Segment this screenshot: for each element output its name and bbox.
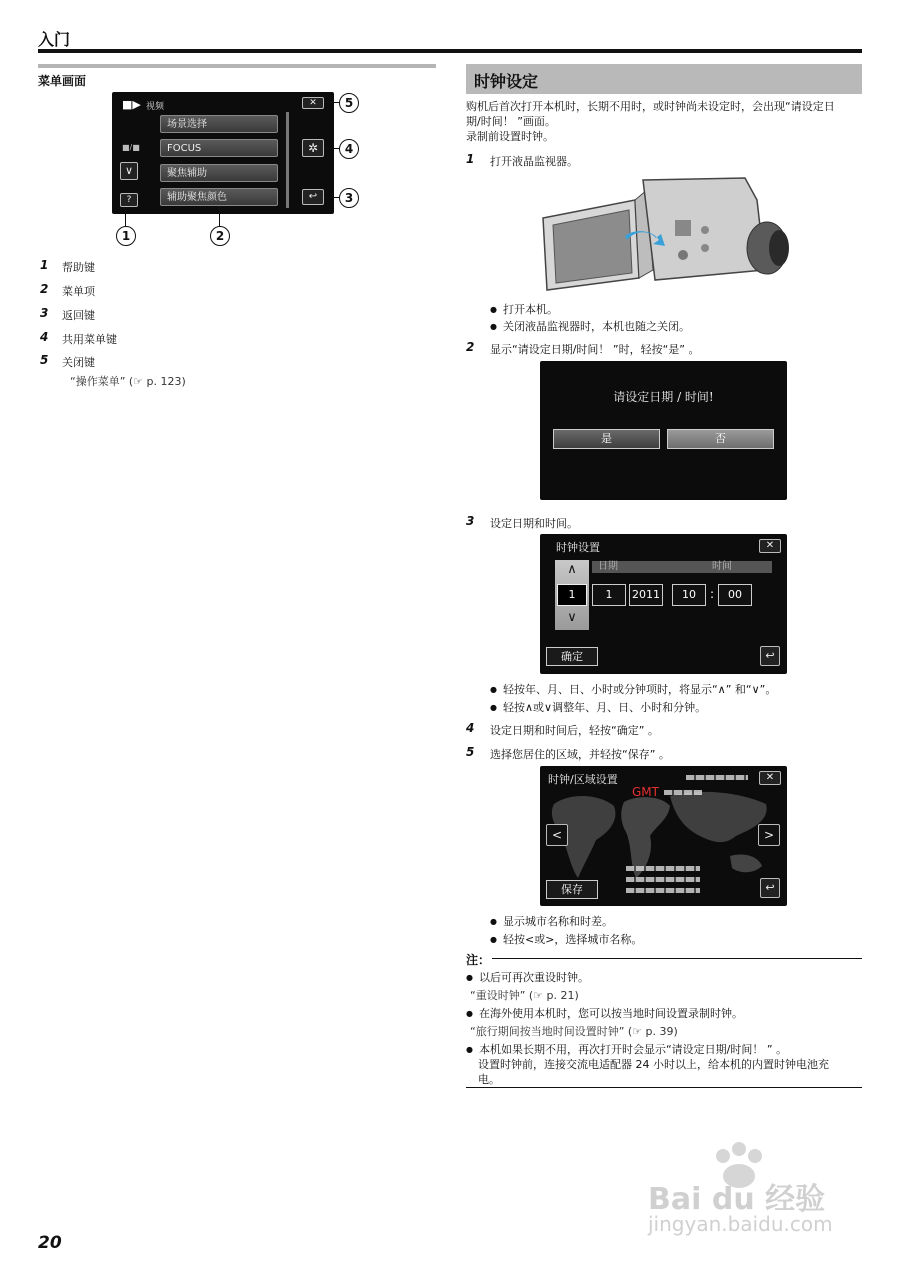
month-field[interactable]: 1 xyxy=(592,584,626,606)
callout-1: 1 xyxy=(116,226,136,246)
section-title: 时钟设定 xyxy=(474,72,539,91)
left-section-title: 菜单画面 xyxy=(38,74,87,88)
bullet-text: ● 关闭液晶监视器时，本机也随之关闭。 xyxy=(490,318,690,334)
decrement-arrow[interactable]: ∨ xyxy=(567,610,577,625)
menu-item-1[interactable]: 场景选择 xyxy=(160,115,278,133)
step-text: 设定日期和时间。 xyxy=(490,517,578,530)
callout-3: 3 xyxy=(339,188,359,208)
page-header-title: 入门 xyxy=(38,30,71,49)
note-text-cont: 设置时钟前，连接交流电适配器 24 小时以上，给本机的内置时钟电池充 xyxy=(478,1058,829,1071)
blurred-date xyxy=(686,775,748,780)
side-label: ■/■ xyxy=(122,143,140,152)
blurred-city xyxy=(626,877,700,882)
note-text-cont: 电。 xyxy=(478,1073,500,1086)
left-section-rule xyxy=(38,64,436,68)
header-rule xyxy=(38,49,862,53)
minute-field[interactable]: 00 xyxy=(718,584,752,606)
dialog-prompt: 请设定日期 / 时间! xyxy=(613,390,714,404)
save-button[interactable]: 保存 xyxy=(546,880,598,899)
note-text: ● 以后可再次重设时钟。 xyxy=(466,969,589,985)
yes-button[interactable]: 是 xyxy=(553,429,660,449)
selected-value-field[interactable]: 1 xyxy=(557,584,587,606)
date-header: 日期 xyxy=(592,561,702,573)
intro-line-1: 购机后首次打开本机时，长期不用时，或时钟尚未设定时，会出现“请设定日 xyxy=(466,100,835,113)
list-text: 共用菜单键 xyxy=(62,333,117,346)
cross-reference-link[interactable]: “重设时钟” (☞ p. 21) xyxy=(470,989,579,1002)
bullet-text: ● 轻按∧或∨调整年、月、日、小时和分钟。 xyxy=(490,699,706,715)
cross-reference-link[interactable]: “旅行期间按当地时间设置时钟” (☞ p. 39) xyxy=(470,1025,678,1038)
list-text: 帮助键 xyxy=(62,261,95,274)
leader-line xyxy=(125,207,126,227)
back-button[interactable]: ↩ xyxy=(760,646,780,666)
step-text: 选择您居住的区域，并轻按“保存” 。 xyxy=(490,748,670,761)
mode-label: 视频 xyxy=(146,102,165,112)
gmt-label: GMT xyxy=(632,785,659,799)
callout-2: 2 xyxy=(210,226,230,246)
note-label: 注： xyxy=(466,953,491,967)
step-number: 2 xyxy=(466,340,475,354)
list-text: 返回键 xyxy=(62,309,95,322)
intro-line-2: 期/时间！ ”画面。 xyxy=(466,115,556,128)
list-number: 3 xyxy=(40,306,49,320)
menu-item-4[interactable]: 辅助聚焦颜色 xyxy=(160,188,278,206)
bullet-text: ● 轻按年、月、日、小时或分钟项时，将显示“∧” 和“∨”。 xyxy=(490,681,776,697)
year-field[interactable]: 2011 xyxy=(629,584,663,606)
note-end-rule xyxy=(466,1087,862,1088)
bullet-text: ● 轻按<或>，选择城市名称。 xyxy=(490,931,642,947)
callout-5: 5 xyxy=(339,93,359,113)
close-button[interactable]: ✕ xyxy=(759,771,781,785)
blurred-city xyxy=(626,888,700,893)
step-number: 1 xyxy=(466,152,475,166)
clock-setting-screen xyxy=(540,534,787,674)
next-region-button[interactable]: > xyxy=(758,824,780,846)
video-camera-icon: ■▶ xyxy=(122,98,141,111)
bullet-text: ● 打开本机。 xyxy=(490,301,558,317)
step-number: 3 xyxy=(466,514,475,528)
common-menu-button[interactable]: ✲ xyxy=(302,139,324,157)
watermark-brand: Bai du 经验 xyxy=(648,1182,826,1217)
callout-4: 4 xyxy=(339,139,359,159)
list-text: 关闭键 xyxy=(62,356,95,369)
list-number: 2 xyxy=(40,282,49,296)
step-number: 5 xyxy=(466,745,475,759)
page-number: 20 xyxy=(38,1233,62,1253)
list-number: 5 xyxy=(40,353,49,367)
bullet-text: ● 显示城市名称和时差。 xyxy=(490,913,613,929)
help-button[interactable]: ? xyxy=(120,193,138,207)
close-button[interactable]: ✕ xyxy=(302,97,324,109)
scrollbar[interactable] xyxy=(286,112,289,208)
step-text: 打开液晶监视器。 xyxy=(490,155,578,168)
increment-arrow[interactable]: ∧ xyxy=(567,562,577,577)
leader-line xyxy=(324,148,339,149)
blurred-city xyxy=(626,866,700,871)
list-text: 菜单项 xyxy=(62,285,95,298)
list-number: 1 xyxy=(40,258,49,272)
region-setting-screen xyxy=(540,766,787,906)
leader-line xyxy=(324,197,339,198)
confirm-button[interactable]: 确定 xyxy=(546,647,598,666)
step-text: 设定日期和时间后，轻按“确定” 。 xyxy=(490,724,659,737)
no-button[interactable]: 否 xyxy=(667,429,774,449)
watermark-url: jingyan.baidu.com xyxy=(648,1212,833,1236)
menu-item-3[interactable]: 聚焦辅助 xyxy=(160,164,278,182)
note-rule xyxy=(492,958,862,959)
region-title: 时钟/区域设置 xyxy=(548,773,618,786)
camcorder-illustration xyxy=(535,170,795,295)
step-number: 4 xyxy=(466,721,475,735)
time-separator: : xyxy=(710,587,715,601)
back-button[interactable]: ↩ xyxy=(760,878,780,898)
scroll-down-button[interactable]: ∨ xyxy=(120,162,138,180)
leader-line xyxy=(219,207,220,227)
close-button[interactable]: ✕ xyxy=(759,539,781,553)
clock-title: 时钟设置 xyxy=(556,541,600,554)
previous-region-button[interactable]: < xyxy=(546,824,568,846)
cross-reference-link[interactable]: “操作菜单” (☞ p. 123) xyxy=(70,375,186,388)
date-prompt-screen xyxy=(540,361,787,500)
note-text: ● 本机如果长期不用，再次打开时会显示“请设定日期/时间！ ” 。 xyxy=(466,1041,787,1057)
menu-item-2[interactable]: FOCUS xyxy=(160,139,278,157)
time-header: 时间 xyxy=(672,561,772,573)
hour-field[interactable]: 10 xyxy=(672,584,706,606)
back-button[interactable]: ↩ xyxy=(302,189,324,205)
list-number: 4 xyxy=(40,330,49,344)
note-text: ● 在海外使用本机时，您可以按当地时间设置录制时钟。 xyxy=(466,1005,743,1021)
leader-line xyxy=(324,102,339,103)
blurred-offset xyxy=(664,790,702,795)
step-text: 显示“请设定日期/时间！ ”时，轻按“是” 。 xyxy=(490,343,700,356)
intro-line-3: 录制前设置时钟。 xyxy=(466,130,554,143)
